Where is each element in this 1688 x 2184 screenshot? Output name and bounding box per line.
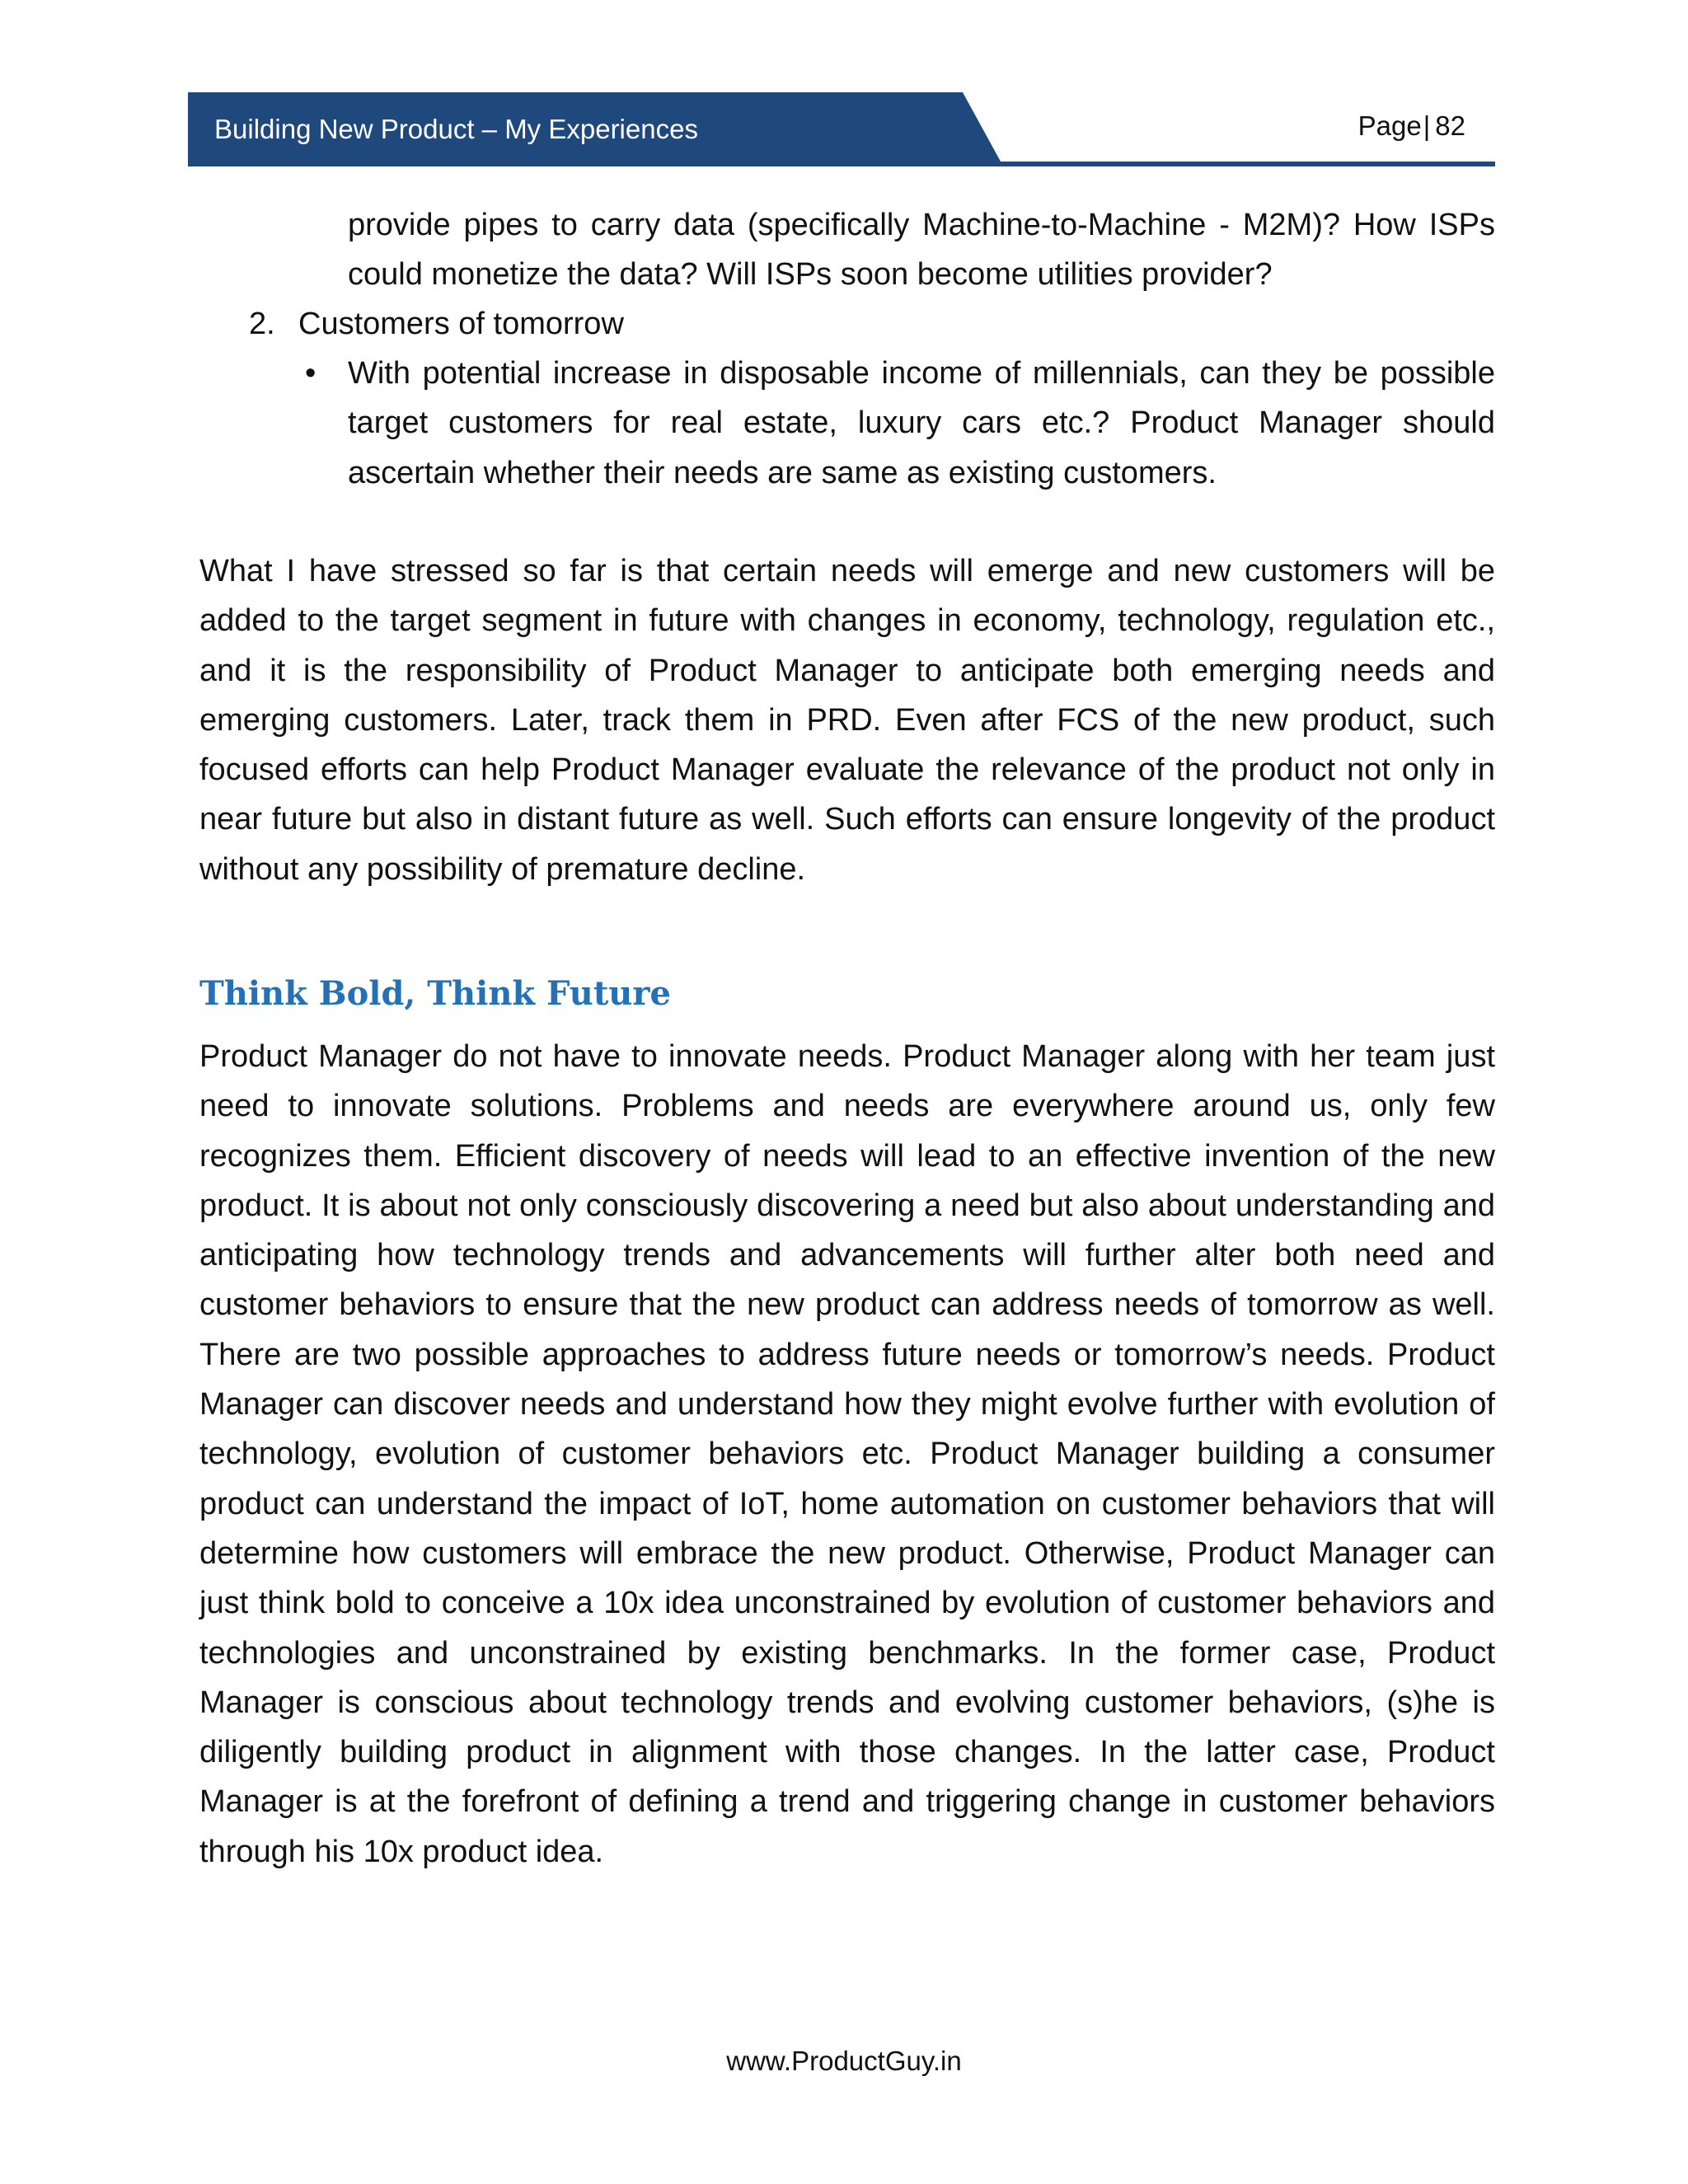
continued-bullet-text xyxy=(348,200,1495,300)
footer-url: www.ProductGuy.in xyxy=(726,2046,962,2076)
continued-bullet-line-1: provide pipes to carry data (specifically Machine-to-Machine - M2M)? How ISPs xyxy=(348,208,1495,242)
list-item-label: Customers of tomorrow xyxy=(298,307,624,341)
paragraph-emerging-needs: What I have stressed so far is that certain needs will emerge and new customers will be added to the target segment in future with changes in economy, technology, regulation etc., and it is the responsibility of Product Manager to anticipate both emerging needs and emerging customers. Later, track them in PRD. Even after FCS of the new product, such focused efforts can help Product Manager evaluate the relevance of the product not only in near future but also in distant future as well. Such efforts can ensure longevity of the product without any possibility of premature decline. xyxy=(199,554,1495,887)
page-number: 82 xyxy=(1435,110,1465,141)
section-heading: Think Bold, Think Future xyxy=(199,974,671,1013)
page-number-label xyxy=(1358,110,1465,142)
numbered-list-item xyxy=(249,299,1495,349)
sub-bullet-text: With potential increase in disposable income of millennials, can they be possible target customers for real estate, luxury cars etc.? Product Manager should ascertain whether their needs are same as existing customers. xyxy=(348,356,1495,490)
paragraph-think-bold: Product Manager do not have to innovate needs. Product Manager along with her team just need to innovate solutions. Problems and needs are everywhere around us, only few recognizes them. Efficient discovery of needs will lead to an effective invention of the new product. It is about not only consciously discovering a need but also about understanding and anticipating how technology trends and advancements will further alter both need and customer behaviors to ensure that the new product can address needs of tomorrow as well. There are two possible approaches to address future needs or tomorrow’s needs. Product Manager can discover needs and understand how they might evolve further with evolution of technology, evolution of customer behaviors etc. Product Manager building a consumer product can understand the impact of IoT, home automation on customer behaviors that will determine how customers will embrace the new product. Otherwise, Product Manager can just think bold to conceive a 10x idea unconstrained by evolution of customer behaviors and technologies and unconstrained by existing benchmarks. In the former case, Product Manager is conscious about technology trends and evolving customer behaviors, (s)he is diligently building product in alignment with those changes. In the latter case, Product Manager is at the forefront of defining a trend and triggering change in customer behaviors through his 10x product idea. xyxy=(199,1039,1495,1869)
page-separator: | xyxy=(1423,110,1431,141)
list-number: 2. xyxy=(249,307,275,341)
running-title: Building New Product – My Experiences xyxy=(214,114,698,144)
page-header xyxy=(188,92,1495,166)
page-label: Page xyxy=(1357,110,1422,141)
continued-bullet-line-2: could monetize the data? Will ISPs soon become utilities provider? xyxy=(348,257,1273,293)
bullet-icon: • xyxy=(305,356,316,391)
